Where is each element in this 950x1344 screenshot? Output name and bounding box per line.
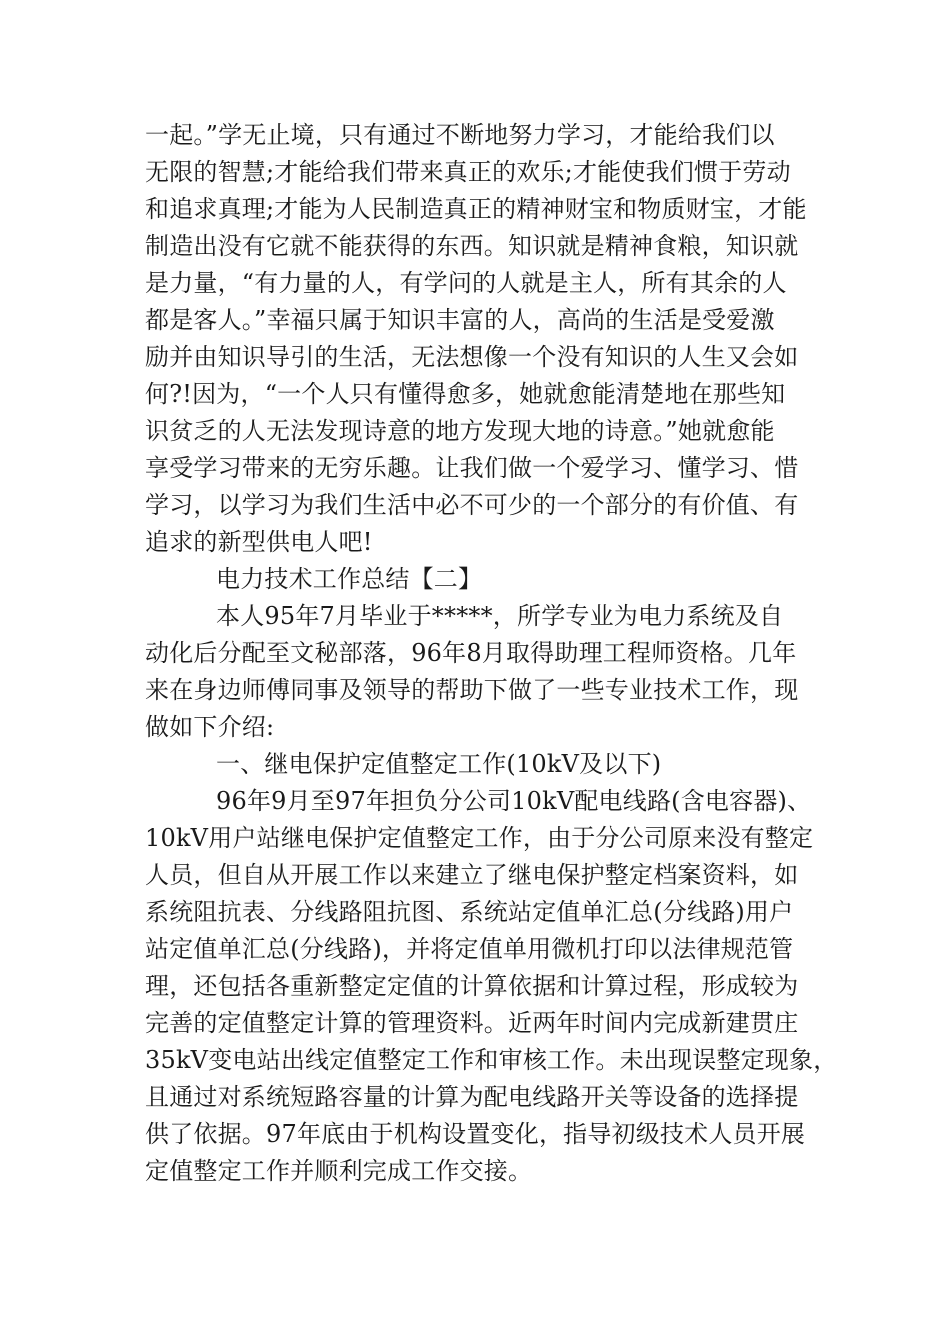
paragraph-line: 一起。”学无止境，只有通过不断地努力学习，才能给我们以 xyxy=(145,121,775,149)
paragraph-line: 识贫乏的人无法发现诗意的地方发现大地的诗意。”她就愈能 xyxy=(145,417,775,445)
paragraph-line: 励并由知识导引的生活，无法想像一个没有知识的人生又会如 xyxy=(145,343,799,371)
paragraph-line: 定值整定工作并顺利完成工作交接。 xyxy=(145,1157,533,1185)
paragraph-line: 都是客人。”幸福只属于知识丰富的人，高尚的生活是受爱激 xyxy=(145,306,775,334)
paragraph-line: 享受学习带来的无穷乐趣。让我们做一个爱学习、懂学习、惜 xyxy=(145,454,799,482)
paragraph-line: 是力量，“有力量的人，有学问的人就是主人，所有其余的人 xyxy=(145,269,787,297)
paragraph-line: 人员，但自从开展工作以来建立了继电保护整定档案资料，如 xyxy=(145,861,799,889)
paragraph-line: 96年9月至97年担负分公司10kV配电线路(含电容器)、 xyxy=(216,787,812,815)
paragraph-line: 动化后分配至文秘部落，96年8月取得助理工程师资格。几年 xyxy=(145,639,797,667)
paragraph-line: 何?!因为，“一个人只有懂得愈多，她就愈能清楚地在那些知 xyxy=(145,380,786,408)
paragraph-line: 学习，以学习为我们生活中必不可少的一个部分的有价值、有 xyxy=(145,491,799,519)
paragraph-line: 本人95年7月毕业于*****，所学专业为电力系统及自 xyxy=(216,602,784,630)
section-heading: 电力技术工作总结【二】 xyxy=(216,565,483,593)
paragraph-line: 系统阻抗表、分线路阻抗图、系统站定值单汇总(分线路)用户 xyxy=(145,898,794,926)
paragraph-line: 10kV用户站继电保护定值整定工作，由于分公司原来没有整定 xyxy=(145,824,814,852)
paragraph-line: 35kV变电站出线定值整定工作和审核工作。未出现误整定现象， xyxy=(145,1046,838,1074)
paragraph-line: 且通过对系统短路容量的计算为配电线路开关等设备的选择提 xyxy=(145,1083,799,1111)
paragraph-line: 供了依据。97年底由于机构设置变化，指导初级技术人员开展 xyxy=(145,1120,806,1148)
paragraph-line: 无限的智慧;才能给我们带来真正的欢乐;才能使我们惯于劳动 xyxy=(145,158,791,186)
paragraph-line: 完善的定值整定计算的管理资料。近两年时间内完成新建贯庄 xyxy=(145,1009,799,1037)
subsection-heading: 一、继电保护定值整定工作(10kV及以下) xyxy=(216,750,662,778)
paragraph-line: 来在身边师傅同事及领导的帮助下做了一些专业技术工作，现 xyxy=(145,676,799,704)
paragraph-line: 追求的新型供电人吧! xyxy=(145,528,373,556)
paragraph-line: 站定值单汇总(分线路)，并将定值单用微机打印以法律规范管 xyxy=(145,935,794,963)
paragraph-line: 和追求真理;才能为人民制造真正的精神财宝和物质财宝，才能 xyxy=(145,195,807,223)
paragraph-line: 理，还包括各重新整定定值的计算依据和计算过程，形成较为 xyxy=(145,972,799,1000)
paragraph-line: 制造出没有它就不能获得的东西。知识就是精神食粮，知识就 xyxy=(145,232,799,260)
paragraph-line: 做如下介绍: xyxy=(145,713,275,741)
